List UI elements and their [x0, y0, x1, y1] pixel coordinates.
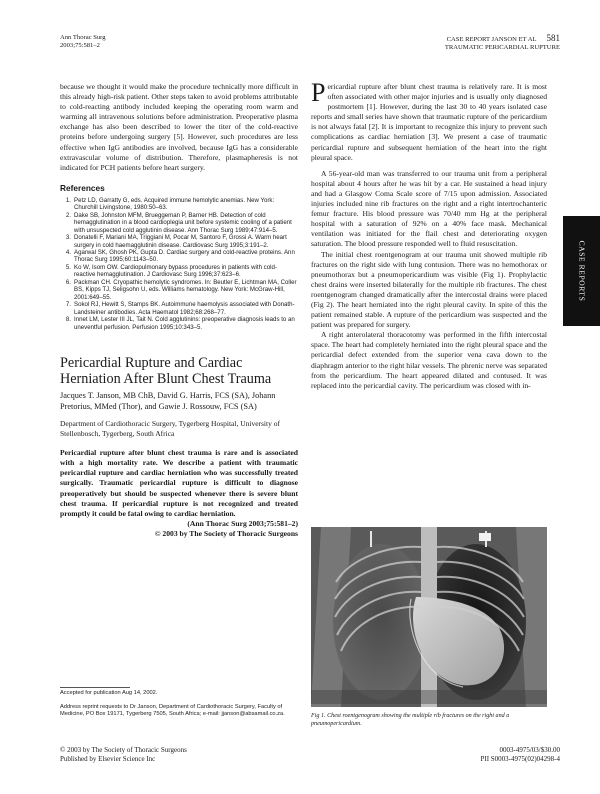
reference-item [60, 316, 298, 331]
reference-item [60, 234, 298, 249]
intro-text: ericardial rupture after blunt chest trauma is relatively rare. It is most often associated with other major injuries and is usually only diagnosed postmortem [1]. However, during the last 30 to 40 years isolated case reports and small series have shown that traumatic rupture of the pericardium is not always fatal [2]. It is important to recognize this injury to prevent such complications as cardiac herniation [3]. We present a case of traumatic pericardial rupture and subsequent herniation of the heart into the right pleural space. [311, 82, 547, 162]
citation-line: (Ann Thorac Surg 2003;75:581–2) [187, 518, 298, 528]
article-authors: Jacques T. Janson, MB ChB, David G. Harris, FCS (SA), Johann Pretorius, MMed (Thor), and Gawie J. Rossouw, FCS (SA) [60, 391, 276, 411]
short-title: TRAUMATIC PERICARDIAL RUPTURE [444, 44, 560, 51]
abstract: Pericardial rupture after blunt chest trauma is rare and is associated with a high mortality rate. We describe a patient with traumatic pericardial rupture and cardiac herniation who was successfully treated surgically. Traumatic pericardial rupture is difficult to diagnose preoperatively but should be suspected whenever there is severe blunt chest trauma. If pericardial rupture is not recognized and treated promptly it could be fatal owing to cardiac herniation. [60, 448, 298, 518]
reference-number: 7. [65, 301, 71, 309]
article-title: Pericardial Rupture and Cardiac Herniation After Blunt Chest Trauma [60, 355, 272, 387]
intro-paragraph [311, 78, 547, 163]
drop-cap: P [311, 78, 326, 107]
references-heading: References [60, 182, 105, 193]
journal-volume: 2003;75:581–2 [60, 42, 100, 49]
section-side-tab [563, 216, 600, 326]
footer-right [480, 746, 560, 764]
right-column [311, 78, 547, 391]
side-tab-label: CASE REPORTS [577, 240, 586, 302]
reference-item [60, 279, 298, 301]
reference-item [60, 212, 298, 234]
footer-left [60, 746, 187, 764]
running-header-right [445, 34, 560, 52]
reference-list [60, 197, 298, 331]
page-number: 581 [546, 33, 560, 43]
reference-text: Packman CH. Cryopathic hemolytic syndromes. In: Beutler E, Lichtman MA, Coller BS, Kipps TJ, Seligsohn U, eds. Williams hematology. New York: McGraw-Hill, 2001:649–55. [74, 278, 297, 301]
footer-pii: PII S0003-4975(02)04298-4 [480, 755, 560, 763]
reference-number: 5. [65, 263, 71, 271]
footer-copyright: © 2003 by The Society of Thoracic Surgeons [60, 746, 187, 754]
reference-text: Agarwal SK, Ghosh PK, Gupta D. Cardiac surgery and cold-reactive proteins. Ann Thorac Surg 1995;60:1143–50. [74, 249, 295, 264]
chest-xray-image [311, 527, 547, 707]
left-column [60, 82, 298, 539]
case-paragraph: A 56-year-old man was transferred to our trauma unit from a peripheral hospital about 4 hours after he was hit by a car. He sustained a head injury and had a Glasgow Coma Scale score of 7/15 upon admission. Associated injuries included nine rib fractures on the right and a right intertrochanteric femur fracture. His blood pressure was 70/40 mm Hg at the peripheral hospital with a saturation of 92% on a 40% face mask. Mechanical ventilation was initiated for the flail chest and deteriorating oxygen saturation. The blood pressure responded well to fluid resuscitation. [311, 168, 547, 249]
reference-item [60, 264, 298, 279]
reference-text: Ko W, Isom OW. Cardiopulmonary bypass procedures in patients with cold-reactive hemagglutination. J Cardiovasc Surg 1996;37:623–6. [74, 263, 277, 279]
footer-issn: 0003-4975/03/$30.00 [499, 746, 560, 754]
running-header-left [60, 34, 106, 50]
case-paragraph: A right anterolateral thoracotomy was performed in the fifth intercostal space. The heart had completely herniated into the right pleural space and the pericardial defect extended from the superior vena cava down to the diaphragm anterior to the right hilar vessels. The phrenic nerve was separated from the pericardium. The heart appeared dilated and contused. It was replaced into the pericardial cavity. The pericardium was closed with in- [311, 330, 547, 390]
reference-text: Petz LD, Garratty G, eds. Acquired immune hemolytic anemias. New York: Churchill Livingstone, 1980:50–63. [74, 196, 275, 212]
reference-text: Donatelli F, Mariani MA, Triggiani M, Pocar M, Santoro F, Grossi A. Warm heart surgery in cold haemagglutinin disease. Cardiovasc Surg 1995;3:191–2. [74, 234, 287, 249]
reference-number: 6. [65, 278, 71, 286]
case-paragraph: The initial chest roentgenogram at our trauma unit showed multiple rib fractures on the right side with lung contusion. There was no hemothorax or pneumothorax but a pneumopericardium was visible (Fig 1). Prophylactic chest drains were inserted bilaterally for the multiple rib fractures. The chest roentgenogram changed dramatically after the intercostal drains were placed (Fig 2). The heart herniated into the right pleural cavity. In spite of this the patient remained stable. A rupture of the pericardium was suspected and the patient was prepared for surgery. [311, 249, 547, 330]
copyright-line: © 2003 by The Society of Thoracic Surgeons [154, 528, 298, 538]
chest-xray-figure [311, 527, 547, 707]
section-author-label: CASE REPORT JANSON ET AL [446, 36, 537, 43]
reference-number: 8. [65, 316, 71, 324]
reference-number: 1. [65, 196, 71, 204]
reference-text: Innet LM, Lester III JL, Tait N. Cold agglutinins: preoperative diagnosis leads to an uneventful perfusion. Perfusion 1995;10:343–5. [74, 316, 295, 331]
footnote-divider [60, 687, 130, 688]
reference-item [60, 197, 298, 212]
figure-caption: Fig 1. Chest roentgenogram showing the multiple rib fractures on the right and a pneumopericardium. [311, 713, 510, 727]
footnote-accepted: Accepted for publication Aug 14, 2002. [60, 690, 158, 696]
reference-number: 4. [65, 249, 71, 257]
reference-number: 3. [65, 234, 71, 242]
reference-number: 2. [65, 211, 71, 219]
reference-text: Sokol RJ, Hewitt S, Stamps BK. Autoimmune haemolysis associated with Donath-Landsteiner antibodies. Acta Haematol 1982;68:268–77. [74, 301, 295, 316]
reference-item [60, 249, 298, 264]
footnote-reprints: Address reprint requests to Dr Janson, Department of Cardiothoracic Surgery, Faculty of Medicine, PO Box 19171, Tygerberg 7505, South Africa; e-mail: jjanson@absamail.co.za. [60, 704, 285, 718]
footer-publisher: Published by Elsevier Science Inc [60, 755, 156, 763]
author-affiliation: Department of Cardiothoracic Surgery, Tygerberg Hospital, University of Stellenbosch, Tygerberg, South Africa [60, 419, 280, 438]
reference-item [60, 301, 298, 316]
reference-text: Dake SB, Johnston MFM, Brueggeman P, Barner HB. Detection of cold hemagglutination in a blood cardioplegia unit before systemic cooling of a patient with unsuspected cold agglutinin disease. Ann Thorac Surg 1989;47:914–5. [74, 211, 292, 234]
continued-paragraph: because we thought it would make the procedure technically more difficult in this already high-risk patient. Other steps taken to avoid problems attributable to cold-reacting antibody included keeping the operating room warm and warming all intravenous solutions before administration. Preoperative plasma exchange has also been described to lower the titer of the cold-reactive proteins before undergoing surgery [5]. However, such procedures are less effective when IgG antibodies are involved, because IgG has a considerable extravascular volume of distribution. Therefore, plasmapheresis is not indicated for PCH patients before heart surgery. [60, 82, 298, 172]
journal-name: Ann Thorac Surg [60, 34, 106, 41]
